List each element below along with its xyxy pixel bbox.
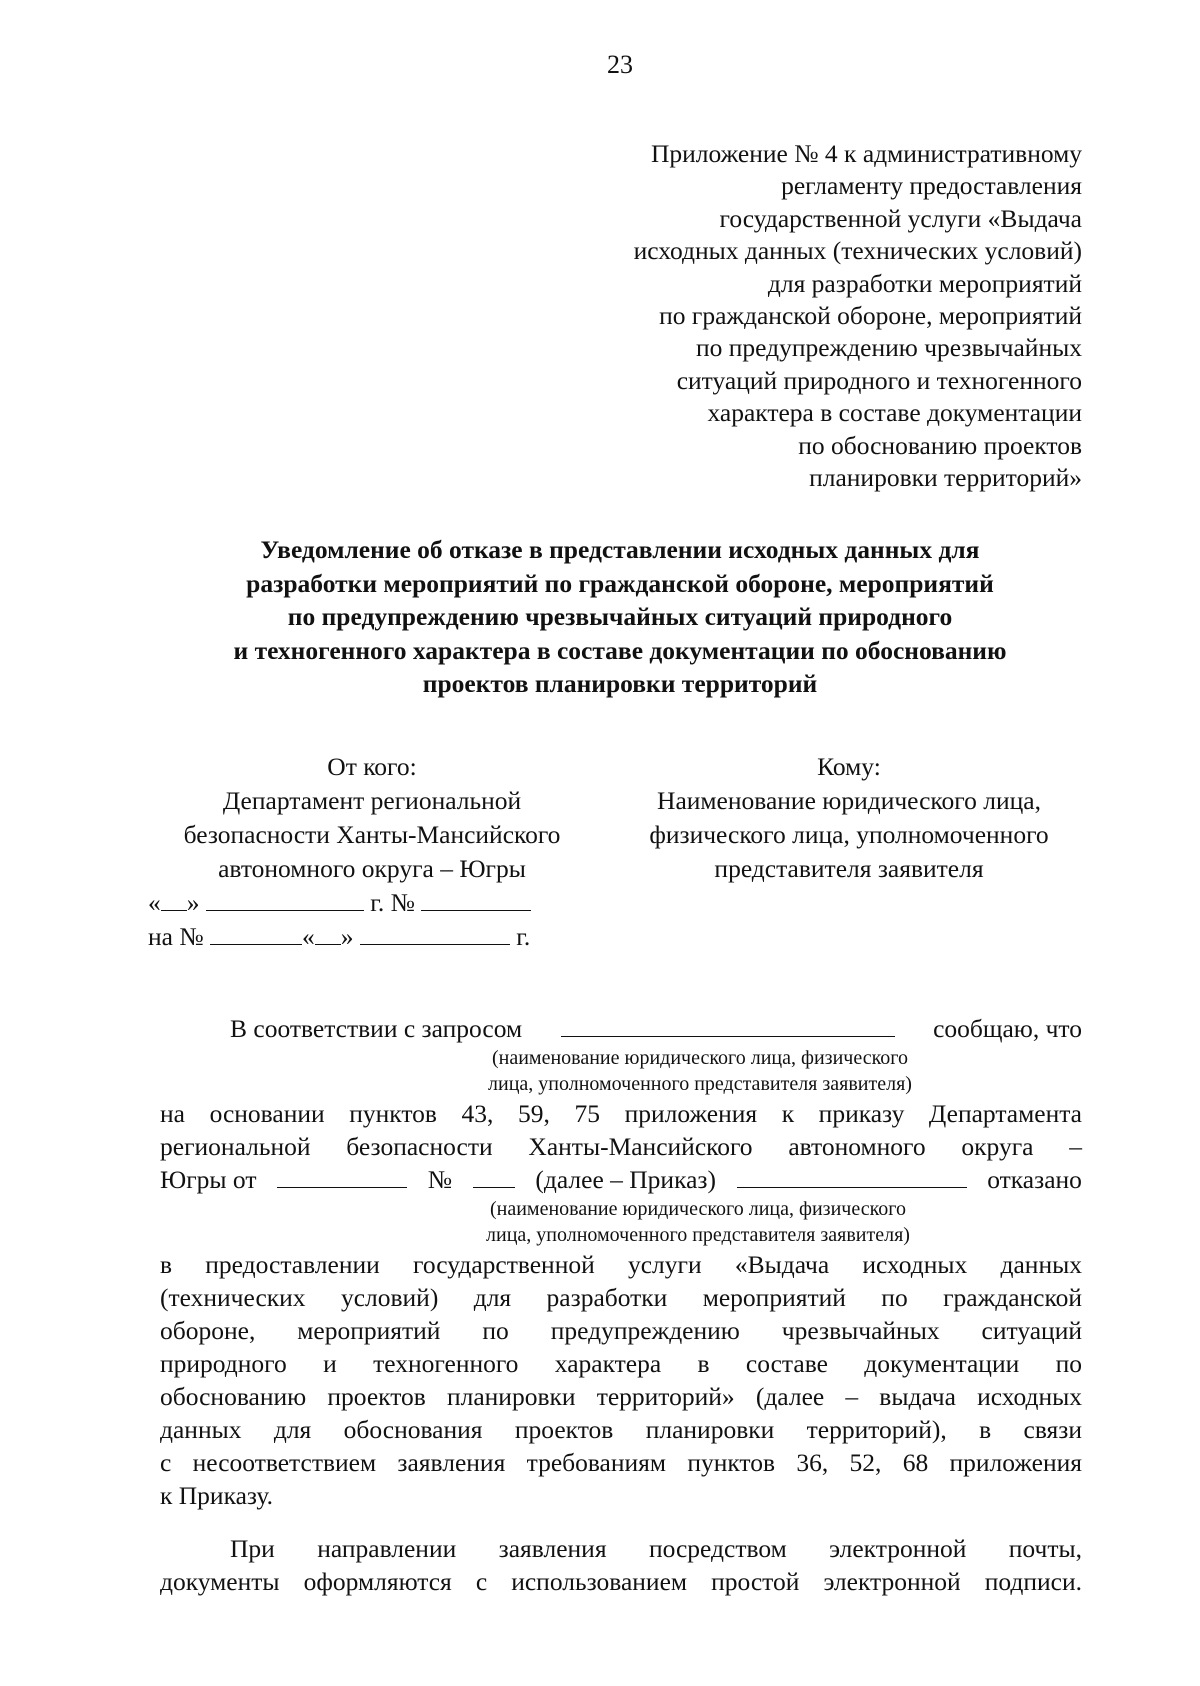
sender-line: Департамент региональной	[222, 786, 522, 815]
quote-close: »	[186, 888, 200, 917]
order-date-blank	[277, 1163, 407, 1188]
report-text: сообщаю, что	[933, 1014, 1082, 1043]
paragraph-line: обоснованию проектов планировки территорий» (далее – выдача исходных	[160, 1382, 1082, 1411]
paragraph-line: При направлении заявления посредством электронной почты,	[230, 1534, 1082, 1563]
appendix-line: регламенту предоставления	[781, 171, 1082, 201]
request-blank	[561, 1012, 895, 1037]
quote-close: »	[340, 922, 354, 951]
title-line: Уведомление об отказе в представлении исходных данных для	[260, 535, 980, 564]
title-line: и техногенного характера в составе документации по обоснованию	[233, 635, 1007, 665]
paragraph-line: Югры от № (далее – Приказ) отказано	[160, 1165, 1082, 1194]
paragraph-line: с несоответствием заявления требованиям пунктов 36, 52, 68 приложения	[160, 1448, 1082, 1477]
appendix-line: по гражданской обороне, мероприятий	[659, 301, 1082, 331]
appendix-line: характера в составе документации	[707, 398, 1082, 428]
reference-month-blank	[360, 920, 510, 945]
paragraph-line: на основании пунктов 43, 59, 75 приложения к приказу Департамента	[160, 1099, 1082, 1128]
order-number-blank	[473, 1163, 515, 1188]
reference-label: на №	[148, 922, 204, 951]
title-line: по предупреждению чрезвычайных ситуаций природного	[287, 602, 953, 631]
paragraph-line	[160, 1012, 1082, 1045]
email-paragraph	[160, 1532, 1082, 1598]
recipient-line: представителя заявителя	[714, 854, 984, 883]
paragraph-line: данных для обоснования проектов планировки территорий), в связи	[160, 1415, 1082, 1444]
recipient-line: Наименование юридического лица,	[657, 786, 1041, 815]
applicant-blank	[737, 1163, 967, 1188]
recipient-heading: Кому:	[817, 752, 881, 781]
paragraph-line: обороне, мероприятий по предупреждению чрезвычайных ситуаций	[160, 1316, 1082, 1345]
outgoing-date-number-line	[148, 886, 596, 920]
paragraph-line: к Приказу.	[160, 1481, 274, 1510]
paragraph-line: региональной безопасности Ханты-Мансийского автономного округа –	[160, 1132, 1082, 1161]
appendix-line: Приложение № 4 к административному	[650, 139, 1082, 168]
appendix-line: по обоснованию проектов	[798, 430, 1082, 460]
recipient-block	[610, 750, 1088, 886]
sender-line: автономного округа – Югры	[218, 854, 526, 883]
appendix-line: ситуаций природного и техногенного	[676, 365, 1082, 395]
recipient-line: физического лица, уполномоченного	[649, 820, 1049, 849]
appendix-header	[540, 138, 1082, 494]
year-suffix: г.	[516, 922, 531, 951]
number-blank	[421, 886, 531, 911]
appendix-line: планировки территорий»	[809, 463, 1082, 493]
notice-paragraph	[160, 1012, 1082, 1512]
sender-heading: От кого:	[327, 752, 417, 781]
reference-number-blank	[210, 920, 302, 945]
appendix-line: исходных данных (технических условий)	[633, 236, 1082, 266]
quote-open: «	[302, 922, 315, 951]
field-hint: (наименование юридического лица, физического лица, уполномоченного представителя заявителя)	[488, 1047, 912, 1095]
paragraph-line: природного и техногенного характера в составе документации по	[160, 1349, 1082, 1378]
month-blank	[206, 886, 364, 911]
title-line: проектов планировки территорий	[422, 669, 818, 698]
sender-line: безопасности Ханты-Мансийского	[183, 820, 561, 849]
paragraph-line: в предоставлении государственной услуги «Выдача исходных данных	[160, 1250, 1082, 1279]
appendix-line: для разработки мероприятий	[767, 268, 1082, 298]
sender-block	[148, 750, 596, 954]
field-hint: (наименование юридического лица, физического лица, уполномоченного представителя заявителя)	[486, 1198, 910, 1246]
page-number: 23	[607, 50, 633, 79]
reference-day-blank	[315, 920, 341, 945]
quote-open: «	[148, 888, 161, 917]
paragraph-line: документы оформляются с использованием простой электронной подписи.	[160, 1567, 1082, 1596]
appendix-line: государственной услуги «Выдача	[719, 203, 1082, 233]
title-line: разработки мероприятий по гражданской обороне, мероприятий	[246, 568, 994, 598]
paragraph-line: (технических условий) для разработки мероприятий по гражданской	[160, 1283, 1082, 1312]
day-blank	[161, 886, 187, 911]
reference-line	[148, 920, 596, 954]
number-label: г. №	[370, 888, 415, 917]
appendix-line: по предупреждению чрезвычайных	[696, 333, 1082, 363]
document-title	[140, 533, 1100, 701]
request-text: В соответствии с запросом	[230, 1014, 523, 1043]
